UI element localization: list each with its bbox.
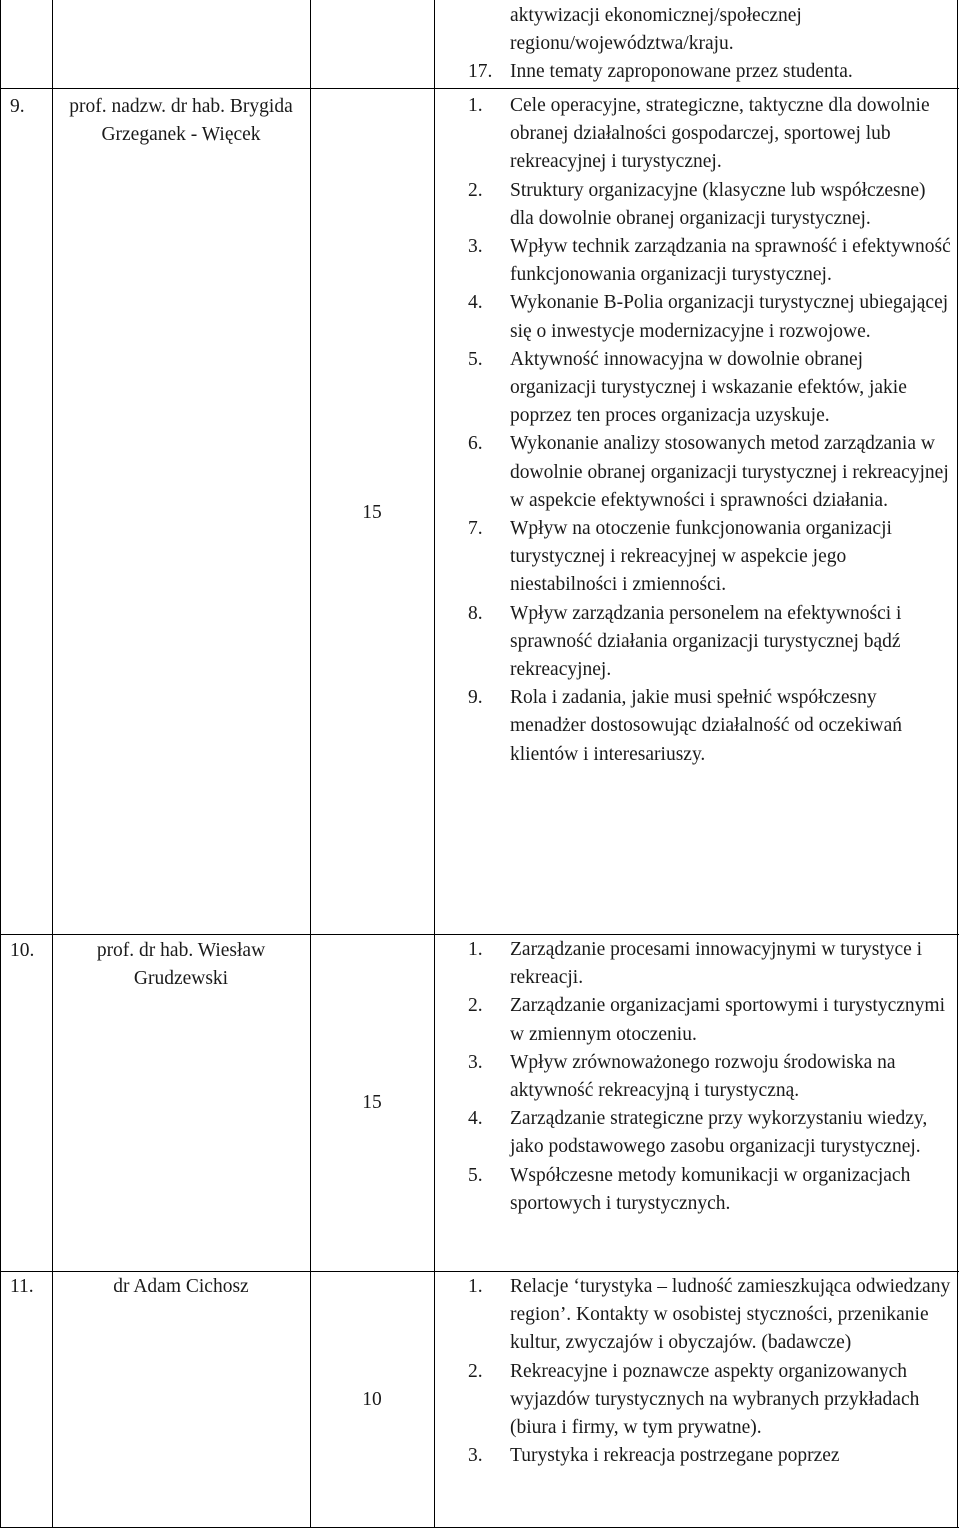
- topic-item: [468, 92, 953, 177]
- topic-item: [468, 600, 953, 685]
- topic-item: [468, 1273, 953, 1358]
- topic-text: Turystyka i rekreacja postrzegane poprzez: [510, 1445, 840, 1467]
- topic-number: 2.: [468, 995, 483, 1017]
- table-border-bottom: [0, 1527, 959, 1528]
- topic-list: [468, 1273, 953, 1470]
- topic-text: Rekreacyjne i poznawcze aspekty organizowanych wyjazdów turystycznych na wybranych przykładach (biura i firmy, w tym prywatne).: [510, 1360, 920, 1439]
- topic-number: 6.: [468, 433, 483, 455]
- topic-item: [468, 177, 953, 233]
- topic-text: Współczesne metody komunikacji w organizacjach sportowych i turystycznych.: [510, 1164, 911, 1214]
- topic-item: [468, 233, 953, 289]
- topic-number: 1.: [468, 95, 483, 116]
- row-number: 10.: [10, 940, 35, 961]
- topic-item: [468, 684, 953, 769]
- topic-list: [468, 92, 953, 769]
- topic-list: [468, 936, 953, 1218]
- topic-number: 4.: [468, 1108, 483, 1130]
- topic-text: Wpływ technik zarządzania na sprawność i efektywność funkcjonowania organizacji turystycznej.: [510, 236, 951, 286]
- row-divider: [0, 1271, 959, 1272]
- topic-text: Zarządzanie strategiczne przy wykorzystaniu wiedzy, jako podstawowego zasobu organizacji turystycznej.: [510, 1108, 928, 1158]
- topic-list: [468, 2, 953, 87]
- row-number: 9.: [10, 96, 25, 117]
- supervisor-name: dr Adam Cichosz: [113, 1276, 249, 1297]
- topic-item: [468, 936, 953, 992]
- table-border-left: [0, 0, 1, 1528]
- topic-number: 1.: [468, 1276, 483, 1297]
- table-border-right: [957, 0, 958, 1528]
- topic-item: [468, 1049, 953, 1105]
- topic-number: 17.: [468, 61, 493, 83]
- topic-text: Wpływ zrównoważonego rozwoju środowiska na aktywność rekreacyjną i turystyczną.: [510, 1051, 896, 1102]
- topic-text: Wykonanie B-Polia organizacji turystycznej ubiegającej się o inwestycje modernizacyjne i rozwojowe.: [510, 292, 949, 342]
- supervisor-name: prof. nadzw. dr hab. Brygida Grzeganek - Więcek: [69, 96, 293, 145]
- topic-text: Aktywność innowacyjna w dowolnie obranej organizacji turystycznej i wskazanie efektów, jakie poprzez ten proces organizacja uzyskuje.: [510, 348, 907, 427]
- topic-item: [468, 1358, 953, 1443]
- topic-item: [468, 58, 953, 86]
- topic-number: 4.: [468, 292, 483, 314]
- topic-number: 1.: [468, 939, 483, 960]
- row-number: 11.: [10, 1276, 34, 1297]
- hours-value: 15: [362, 1092, 382, 1113]
- topic-item: [468, 289, 953, 345]
- topic-number: 3.: [468, 236, 483, 258]
- topic-number: 8.: [468, 602, 483, 624]
- column-divider: [434, 0, 435, 1528]
- topic-item: [468, 1162, 953, 1218]
- topic-item: [468, 992, 953, 1048]
- row-divider: [0, 88, 959, 89]
- topic-item: [468, 1442, 953, 1470]
- topic-item: [468, 1105, 953, 1161]
- topic-number: 7.: [468, 518, 483, 540]
- topic-text: Struktury organizacyjne (klasyczne lub współczesne) dla dowolnie obranej organizacji turystycznej.: [510, 179, 926, 229]
- topic-text: Zarządzanie organizacjami sportowymi i turystycznymi w zmiennym otoczeniu.: [510, 995, 945, 1045]
- column-divider: [310, 0, 311, 1528]
- topic-number: 9.: [468, 687, 483, 709]
- topic-text: Cele operacyjne, strategiczne, taktyczne dla dowolnie obranej działalności gospodarczej, sportowej lub rekreacyjnej i turystycznej.: [510, 95, 930, 173]
- topic-number: 5.: [468, 1164, 483, 1186]
- row-divider: [0, 934, 959, 935]
- topic-number: 2.: [468, 179, 483, 201]
- topic-text: Inne tematy zaproponowane przez studenta.: [510, 61, 853, 83]
- supervisor-name: prof. dr hab. Wiesław Grudzewski: [96, 940, 266, 989]
- topic-item: [468, 346, 953, 431]
- topic-number: 3.: [468, 1445, 483, 1467]
- topic-text: Rola i zadania, jakie musi spełnić współczesny menadżer dostosowując działalność od oczekiwań klientów i interesariuszy.: [510, 687, 903, 765]
- topic-text: Wpływ zarządzania personelem na efektywności i sprawność działania organizacji turystycznej bądź rekreacyjnej.: [510, 602, 902, 681]
- topic-text: Wpływ na otoczenie funkcjonowania organizacji turystycznej i rekreacyjnej w aspekcie jego niestabilności i zmienności.: [510, 518, 892, 596]
- topic-item: [468, 430, 953, 515]
- topic-text: Wykonanie analizy stosowanych metod zarządzania w dowolnie obranej organizacji turystycznej i rekreacyjnej w aspekcie efektywności i sprawności działania.: [510, 433, 949, 511]
- topic-item: [468, 515, 953, 600]
- topic-text: Relacje ‘turystyka – ludność zamieszkująca odwiedzany region’. Kontakty w osobistej styczności, przenikanie kultur, zwyczajów i obyczajów. (badawcze): [510, 1276, 951, 1354]
- topic-text: aktywizacji ekonomicznej/społecznej regionu/województwa/kraju.: [510, 5, 802, 55]
- topic-number: 3.: [468, 1051, 483, 1073]
- topic-number: 2.: [468, 1360, 483, 1382]
- topic-number: 5.: [468, 348, 483, 370]
- topic-text: Zarządzanie procesami innowacyjnymi w turystyce i rekreacji.: [510, 939, 923, 989]
- hours-value: 15: [362, 502, 382, 523]
- hours-value: 10: [362, 1389, 382, 1410]
